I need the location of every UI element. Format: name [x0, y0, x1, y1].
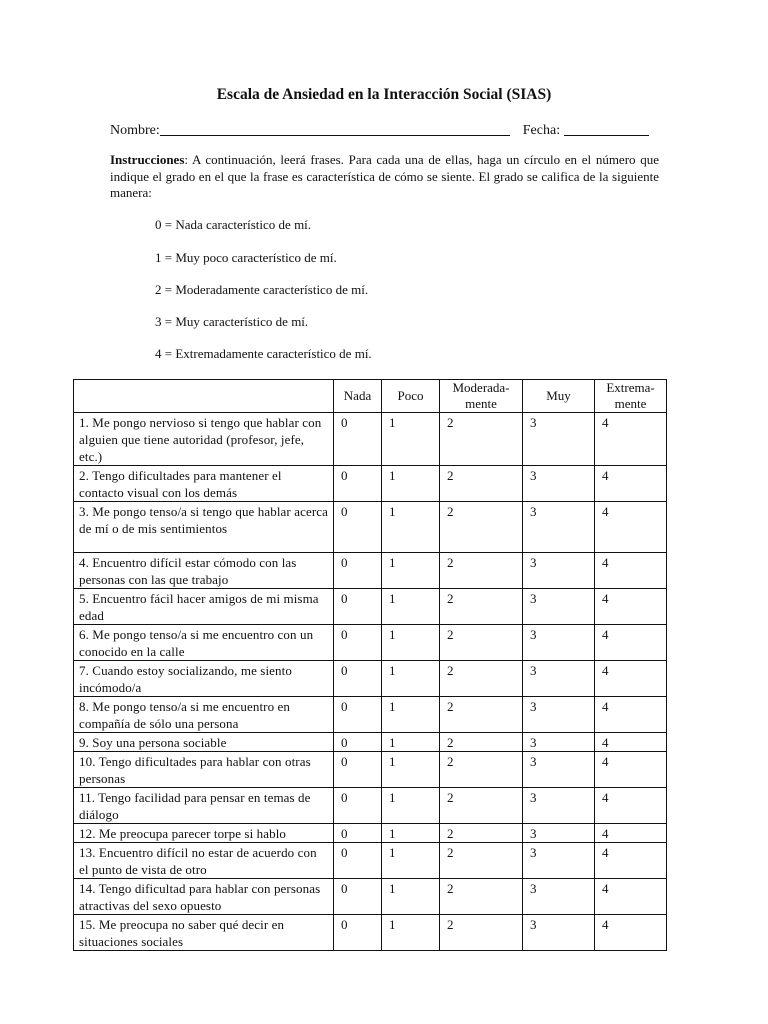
table-row	[74, 625, 667, 661]
question-text: 11. Tengo facilidad para pensar en temas de diálogo	[74, 788, 334, 824]
question-text: 1. Me pongo nervioso si tengo que hablar con alguien que tiene autoridad (profesor, jefe, etc.)	[74, 413, 334, 466]
scale-item: 0 = Nada característico de mí.	[155, 217, 312, 232]
rating-option[interactable]: 4	[595, 752, 667, 788]
rating-option[interactable]: 1	[382, 589, 440, 625]
table-row	[74, 466, 667, 502]
rating-option[interactable]: 4	[595, 879, 667, 915]
rating-option[interactable]: 4	[595, 697, 667, 733]
rating-option[interactable]: 3	[523, 466, 595, 502]
rating-option[interactable]: 4	[595, 625, 667, 661]
instructions-label: Instrucciones	[110, 152, 185, 167]
header-extremadamente-text: Extrema- mente	[606, 380, 655, 411]
table-row	[74, 915, 667, 951]
rating-option[interactable]: 0	[334, 733, 382, 752]
rating-option[interactable]: 2	[440, 733, 523, 752]
table-row	[74, 788, 667, 824]
question-text: 2. Tengo dificultades para mantener el contacto visual con los demás	[74, 466, 334, 502]
table-row	[74, 589, 667, 625]
rating-option[interactable]: 2	[440, 788, 523, 824]
table-row	[74, 752, 667, 788]
rating-option[interactable]: 1	[382, 915, 440, 951]
question-text: 15. Me preocupa no saber qué decir en situaciones sociales	[74, 915, 334, 951]
rating-option[interactable]: 2	[440, 915, 523, 951]
question-text: 5. Encuentro fácil hacer amigos de mi misma edad	[74, 589, 334, 625]
scale-item: 1 = Muy poco característico de mí.	[155, 250, 337, 265]
rating-option[interactable]: 3	[523, 661, 595, 697]
scale-item: 2 = Moderadamente característico de mí.	[155, 282, 369, 297]
scale-item: 3 = Muy característico de mí.	[155, 314, 309, 329]
table-row	[74, 879, 667, 915]
question-text: 12. Me preocupa parecer torpe si hablo	[74, 824, 334, 843]
rating-option[interactable]: 2	[440, 824, 523, 843]
question-text: 9. Soy una persona sociable	[74, 733, 334, 752]
rating-option[interactable]: 0	[334, 697, 382, 733]
name-date-line	[110, 121, 649, 139]
header-moderadamente	[440, 380, 523, 413]
rating-option[interactable]: 2	[440, 466, 523, 502]
header-poco: Poco	[382, 380, 440, 413]
rating-option[interactable]: 3	[523, 553, 595, 589]
rating-option[interactable]: 1	[382, 843, 440, 879]
rating-option[interactable]: 1	[382, 824, 440, 843]
rating-option[interactable]: 4	[595, 733, 667, 752]
rating-option[interactable]: 0	[334, 752, 382, 788]
table-row	[74, 553, 667, 589]
rating-option[interactable]: 2	[440, 413, 523, 466]
header-moderadamente-text: Moderada- mente	[452, 380, 510, 411]
rating-option[interactable]: 0	[334, 661, 382, 697]
rating-option[interactable]: 3	[523, 733, 595, 752]
rating-option[interactable]: 2	[440, 879, 523, 915]
question-text: 7. Cuando estoy socializando, me siento incómodo/a	[74, 661, 334, 697]
rating-option[interactable]: 2	[440, 843, 523, 879]
rating-option[interactable]: 1	[382, 502, 440, 553]
rating-option[interactable]: 0	[334, 466, 382, 502]
rating-option[interactable]: 1	[382, 752, 440, 788]
rating-option[interactable]: 3	[523, 697, 595, 733]
rating-option[interactable]: 4	[595, 502, 667, 553]
question-text: 14. Tengo dificultad para hablar con personas atractivas del sexo opuesto	[74, 879, 334, 915]
rating-option[interactable]: 1	[382, 661, 440, 697]
rating-option[interactable]: 3	[523, 502, 595, 553]
rating-option[interactable]: 0	[334, 553, 382, 589]
question-text: 8. Me pongo tenso/a si me encuentro en compañía de sólo una persona	[74, 697, 334, 733]
question-text: 4. Encuentro difícil estar cómodo con las personas con las que trabajo	[74, 553, 334, 589]
rating-option[interactable]: 1	[382, 879, 440, 915]
rating-option[interactable]: 3	[523, 824, 595, 843]
rating-option[interactable]: 3	[523, 843, 595, 879]
rating-option[interactable]: 0	[334, 625, 382, 661]
rating-option[interactable]: 0	[334, 589, 382, 625]
instructions-text: : A continuación, leerá frases. Para cada una de ellas, haga un círculo en el número que indique el grado en el que la frase es característica de cómo se siente. El grado se califica de la siguiente manera:	[110, 152, 659, 200]
header-extremadamente	[595, 380, 667, 413]
rating-option[interactable]: 4	[595, 466, 667, 502]
rating-option[interactable]: 1	[382, 625, 440, 661]
table-row	[74, 413, 667, 466]
rating-option[interactable]: 0	[334, 915, 382, 951]
question-text: 3. Me pongo tenso/a si tengo que hablar acerca de mí o de mis sentimientos	[74, 502, 334, 553]
date-label: Fecha:	[522, 123, 561, 138]
rating-option[interactable]: 0	[334, 879, 382, 915]
rating-option[interactable]: 3	[523, 788, 595, 824]
rating-option[interactable]: 1	[382, 788, 440, 824]
rating-option[interactable]: 2	[440, 553, 523, 589]
table-header-row	[74, 380, 667, 413]
question-text: 13. Encuentro difícil no estar de acuerdo con el punto de vista de otro	[74, 843, 334, 879]
sias-table	[73, 379, 667, 951]
rating-option[interactable]: 4	[595, 843, 667, 879]
name-label: Nombre:	[110, 123, 160, 138]
instructions	[110, 152, 659, 202]
rating-option[interactable]: 1	[382, 697, 440, 733]
rating-option[interactable]: 1	[382, 466, 440, 502]
table-row	[74, 733, 667, 752]
page-title: Escala de Ansiedad en la Interacción Social (SIAS)	[216, 86, 552, 103]
rating-option[interactable]: 2	[440, 502, 523, 553]
question-text: 6. Me pongo tenso/a si me encuentro con un conocido en la calle	[74, 625, 334, 661]
table-row	[74, 502, 667, 553]
header-nada: Nada	[334, 380, 382, 413]
rating-option[interactable]: 4	[595, 824, 667, 843]
table-row	[74, 661, 667, 697]
name-blank[interactable]	[160, 121, 510, 136]
rating-option[interactable]: 3	[523, 589, 595, 625]
rating-option[interactable]: 2	[440, 589, 523, 625]
rating-option[interactable]: 0	[334, 824, 382, 843]
rating-option[interactable]: 3	[523, 413, 595, 466]
rating-option[interactable]: 2	[440, 752, 523, 788]
rating-option[interactable]: 2	[440, 661, 523, 697]
rating-option[interactable]: 4	[595, 589, 667, 625]
rating-option[interactable]: 0	[334, 502, 382, 553]
rating-option[interactable]: 1	[382, 553, 440, 589]
table-row	[74, 843, 667, 879]
rating-option[interactable]: 4	[595, 661, 667, 697]
rating-option[interactable]: 0	[334, 413, 382, 466]
table-row	[74, 697, 667, 733]
rating-option[interactable]: 4	[595, 413, 667, 466]
rating-option[interactable]: 1	[382, 733, 440, 752]
rating-option[interactable]: 3	[523, 752, 595, 788]
rating-option[interactable]: 2	[440, 697, 523, 733]
header-item	[74, 380, 334, 413]
rating-option[interactable]: 4	[595, 915, 667, 951]
table-row	[74, 824, 667, 843]
rating-option[interactable]: 0	[334, 843, 382, 879]
rating-option[interactable]: 4	[595, 788, 667, 824]
header-muy: Muy	[523, 380, 595, 413]
rating-option[interactable]: 1	[382, 413, 440, 466]
rating-option[interactable]: 4	[595, 553, 667, 589]
rating-option[interactable]: 3	[523, 625, 595, 661]
scale-item: 4 = Extremadamente característico de mí.	[155, 346, 372, 361]
date-blank[interactable]	[564, 121, 649, 136]
rating-option[interactable]: 3	[523, 915, 595, 951]
rating-option[interactable]: 3	[523, 879, 595, 915]
rating-option[interactable]: 0	[334, 788, 382, 824]
rating-option[interactable]: 2	[440, 625, 523, 661]
question-text: 10. Tengo dificultades para hablar con otras personas	[74, 752, 334, 788]
